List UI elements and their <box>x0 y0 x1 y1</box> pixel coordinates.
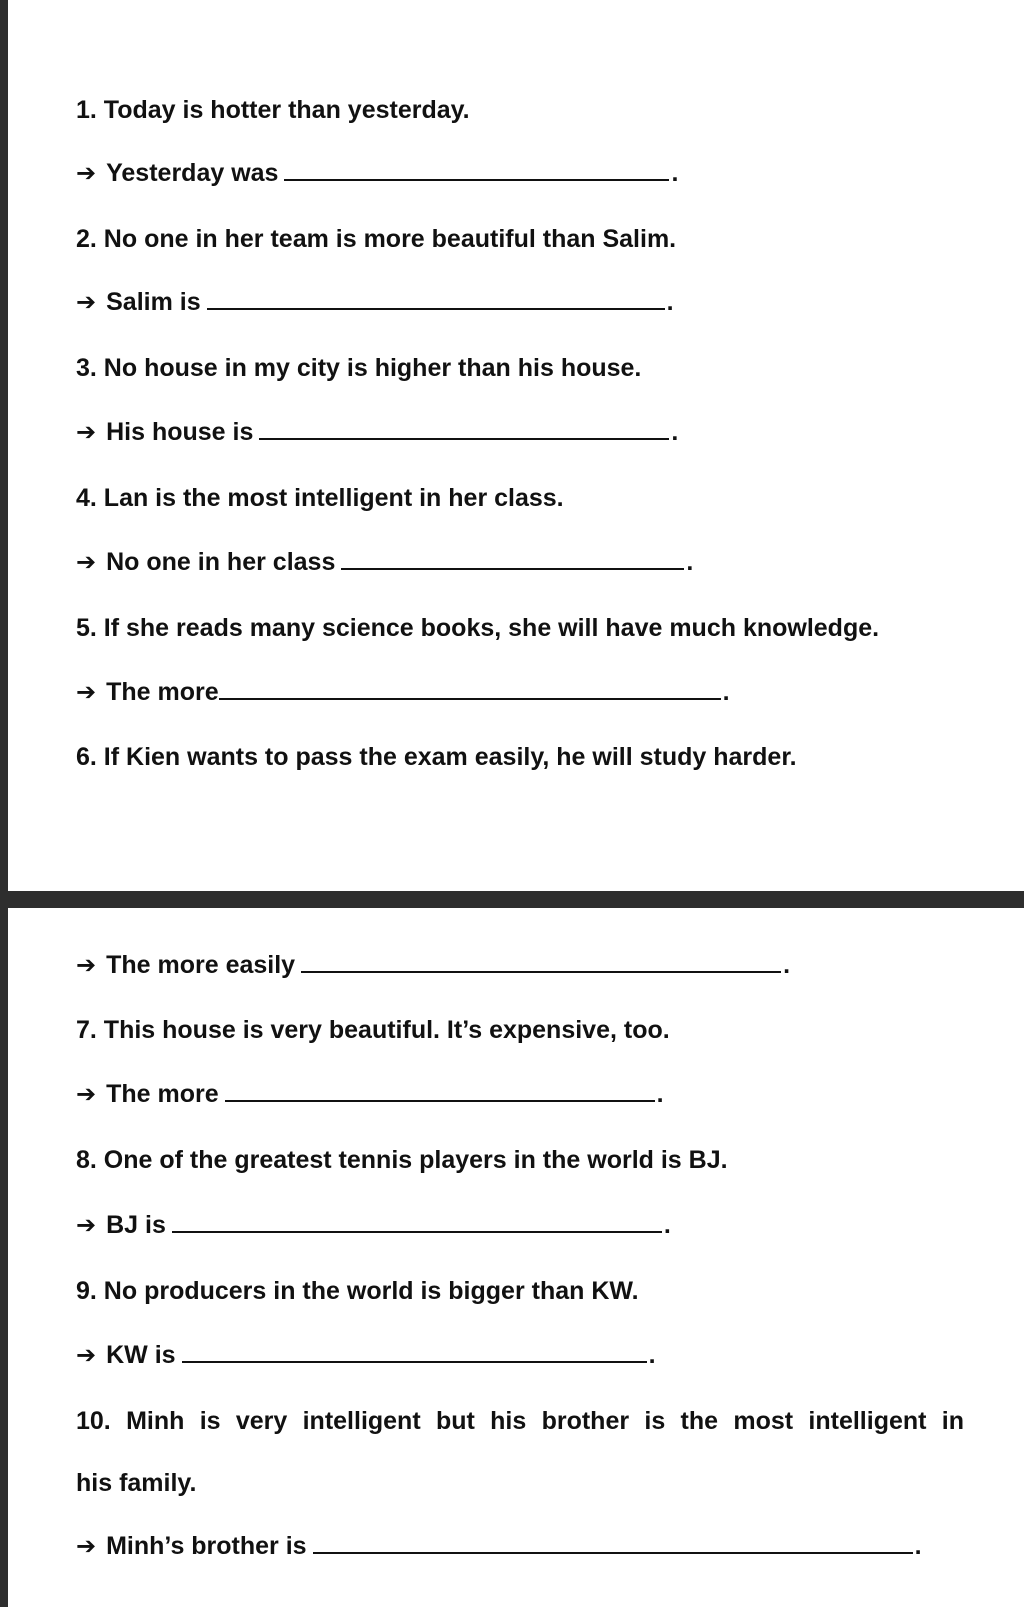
answer-blank[interactable] <box>225 1078 655 1102</box>
answer-blank[interactable] <box>172 1209 662 1233</box>
arrow-icon: ➔ <box>76 549 97 576</box>
period: . <box>656 1080 664 1108</box>
answer-prompt: Salim is <box>106 288 201 316</box>
period: . <box>648 1341 656 1369</box>
question-10-line-2: his family. <box>76 1469 197 1497</box>
arrow-icon: ➔ <box>76 1212 97 1239</box>
question-1: 1. Today is hotter than yesterday. <box>76 96 470 124</box>
question-9: 9. No producers in the world is bigger than KW. <box>76 1277 639 1305</box>
arrow-icon: ➔ <box>76 1081 97 1108</box>
arrow-icon: ➔ <box>76 952 97 979</box>
period: . <box>666 288 674 316</box>
answer-line-1 <box>76 157 678 189</box>
answer-prompt: The more easily <box>106 951 296 979</box>
answer-blank[interactable] <box>341 546 684 570</box>
period: . <box>686 548 694 576</box>
period: . <box>914 1532 922 1560</box>
question-8: 8. One of the greatest tennis players in the world is BJ. <box>76 1146 728 1174</box>
worksheet-page-bottom <box>8 908 1024 1607</box>
answer-prompt: The more <box>106 678 219 706</box>
answer-blank[interactable] <box>207 286 665 310</box>
answer-line-5 <box>76 676 730 708</box>
period: . <box>783 951 791 979</box>
answer-blank[interactable] <box>284 157 669 181</box>
answer-line-6 <box>76 949 790 981</box>
answer-line-2 <box>76 286 674 318</box>
answer-prompt: His house is <box>106 418 254 446</box>
answer-line-8 <box>76 1209 671 1241</box>
question-3: 3. No house in my city is higher than his house. <box>76 354 642 382</box>
answer-blank[interactable] <box>182 1339 647 1363</box>
question-5: 5. If she reads many science books, she will have much knowledge. <box>76 614 880 642</box>
period: . <box>671 418 679 446</box>
question-10-line-1: 10. Minh is very intelligent but his brother is the most intelligent in <box>76 1407 964 1435</box>
answer-prompt: BJ is <box>106 1211 166 1239</box>
answer-prompt: The more <box>106 1080 219 1108</box>
question-4: 4. Lan is the most intelligent in her class. <box>76 484 564 512</box>
answer-prompt: No one in her class <box>106 548 336 576</box>
period: . <box>722 678 730 706</box>
arrow-icon: ➔ <box>76 1342 97 1369</box>
period: . <box>671 159 679 187</box>
question-7: 7. This house is very beautiful. It’s expensive, too. <box>76 1016 670 1044</box>
answer-prompt: KW is <box>106 1341 176 1369</box>
question-2: 2. No one in her team is more beautiful than Salim. <box>76 225 677 253</box>
answer-prompt: Yesterday was <box>106 159 279 187</box>
answer-blank[interactable] <box>259 416 669 440</box>
answer-line-7 <box>76 1078 664 1110</box>
answer-blank[interactable] <box>301 949 781 973</box>
arrow-icon: ➔ <box>76 679 97 706</box>
answer-prompt: Minh’s brother is <box>106 1532 307 1560</box>
arrow-icon: ➔ <box>76 419 97 446</box>
arrow-icon: ➔ <box>76 160 97 187</box>
period: . <box>663 1211 671 1239</box>
answer-line-3 <box>76 416 678 448</box>
answer-line-9 <box>76 1339 656 1371</box>
arrow-icon: ➔ <box>76 289 97 316</box>
answer-line-4 <box>76 546 693 578</box>
arrow-icon: ➔ <box>76 1533 97 1560</box>
question-6: 6. If Kien wants to pass the exam easily, he will study harder. <box>76 743 797 771</box>
answer-blank[interactable] <box>313 1530 913 1554</box>
answer-line-10 <box>76 1530 922 1562</box>
worksheet-page-top <box>8 0 1024 891</box>
answer-blank[interactable] <box>219 676 721 700</box>
